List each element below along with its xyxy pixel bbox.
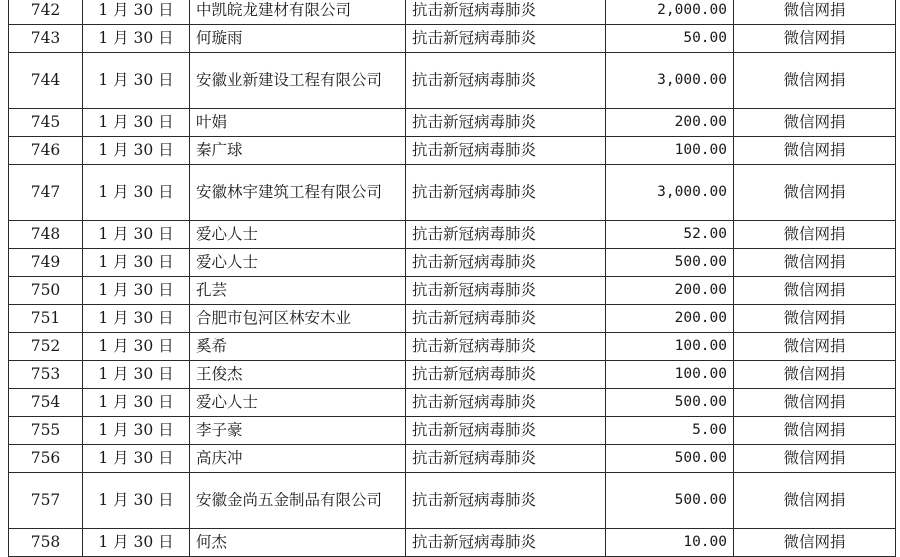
row-number: 747 (9, 165, 83, 221)
donor-name: 何璇雨 (190, 25, 406, 53)
donation-date: 1 月 30 日 (83, 0, 190, 25)
donation-method: 微信网捐 (734, 445, 896, 473)
donation-method: 微信网捐 (734, 417, 896, 445)
donor-name: 高庆冲 (190, 445, 406, 473)
row-number: 748 (9, 221, 83, 249)
donation-method: 微信网捐 (734, 249, 896, 277)
table-row (9, 53, 896, 109)
donor-name: 安徽业新建设工程有限公司 (190, 53, 406, 109)
donation-purpose: 抗击新冠病毒肺炎 (406, 473, 606, 529)
table-row (9, 445, 896, 473)
row-number: 745 (9, 109, 83, 137)
donation-method: 微信网捐 (734, 277, 896, 305)
table-row (9, 277, 896, 305)
donation-purpose: 抗击新冠病毒肺炎 (406, 137, 606, 165)
donation-date: 1 月 30 日 (83, 333, 190, 361)
row-number: 755 (9, 417, 83, 445)
table-row (9, 305, 896, 333)
row-number: 757 (9, 473, 83, 529)
donor-name: 安徽林宇建筑工程有限公司 (190, 165, 406, 221)
donation-date: 1 月 30 日 (83, 417, 190, 445)
donation-amount: 100.00 (606, 333, 734, 361)
row-number: 743 (9, 25, 83, 53)
donor-name: 安徽金尚五金制品有限公司 (190, 473, 406, 529)
row-number: 746 (9, 137, 83, 165)
donation-date: 1 月 30 日 (83, 249, 190, 277)
donor-name: 合肥市包河区林安木业 (190, 305, 406, 333)
donation-amount: 100.00 (606, 361, 734, 389)
donation-amount: 3,000.00 (606, 165, 734, 221)
row-number: 752 (9, 333, 83, 361)
donation-method: 微信网捐 (734, 473, 896, 529)
donation-amount: 100.00 (606, 137, 734, 165)
donation-date: 1 月 30 日 (83, 361, 190, 389)
donation-purpose: 抗击新冠病毒肺炎 (406, 305, 606, 333)
donation-purpose: 抗击新冠病毒肺炎 (406, 529, 606, 557)
donation-amount: 10.00 (606, 529, 734, 557)
donor-name: 奚希 (190, 333, 406, 361)
donor-name: 孔芸 (190, 277, 406, 305)
donation-purpose: 抗击新冠病毒肺炎 (406, 25, 606, 53)
donation-amount: 500.00 (606, 445, 734, 473)
donation-method: 微信网捐 (734, 389, 896, 417)
donation-purpose: 抗击新冠病毒肺炎 (406, 165, 606, 221)
row-number: 756 (9, 445, 83, 473)
table-row (9, 221, 896, 249)
donation-purpose: 抗击新冠病毒肺炎 (406, 249, 606, 277)
donation-purpose: 抗击新冠病毒肺炎 (406, 109, 606, 137)
donation-amount: 500.00 (606, 389, 734, 417)
donation-purpose: 抗击新冠病毒肺炎 (406, 53, 606, 109)
donation-method: 微信网捐 (734, 305, 896, 333)
donation-table (8, 0, 896, 557)
donation-amount: 5.00 (606, 417, 734, 445)
table-row (9, 361, 896, 389)
donation-method: 微信网捐 (734, 165, 896, 221)
donation-date: 1 月 30 日 (83, 25, 190, 53)
donation-method: 微信网捐 (734, 361, 896, 389)
donation-purpose: 抗击新冠病毒肺炎 (406, 417, 606, 445)
donation-date: 1 月 30 日 (83, 221, 190, 249)
row-number: 749 (9, 249, 83, 277)
donation-date: 1 月 30 日 (83, 529, 190, 557)
donation-purpose: 抗击新冠病毒肺炎 (406, 221, 606, 249)
donor-name: 何杰 (190, 529, 406, 557)
donation-method: 微信网捐 (734, 109, 896, 137)
table-row (9, 165, 896, 221)
donation-amount: 200.00 (606, 277, 734, 305)
donation-date: 1 月 30 日 (83, 53, 190, 109)
table-row (9, 417, 896, 445)
donation-purpose: 抗击新冠病毒肺炎 (406, 389, 606, 417)
donation-purpose: 抗击新冠病毒肺炎 (406, 445, 606, 473)
donation-date: 1 月 30 日 (83, 165, 190, 221)
table-row (9, 333, 896, 361)
donation-purpose: 抗击新冠病毒肺炎 (406, 277, 606, 305)
table-row (9, 0, 896, 25)
donation-method: 微信网捐 (734, 25, 896, 53)
row-number: 754 (9, 389, 83, 417)
table-row (9, 25, 896, 53)
row-number: 753 (9, 361, 83, 389)
donation-method: 微信网捐 (734, 221, 896, 249)
donor-name: 秦广球 (190, 137, 406, 165)
donor-name: 爱心人士 (190, 249, 406, 277)
table-row (9, 249, 896, 277)
donation-date: 1 月 30 日 (83, 389, 190, 417)
donation-method: 微信网捐 (734, 137, 896, 165)
donation-date: 1 月 30 日 (83, 109, 190, 137)
donor-name: 王俊杰 (190, 361, 406, 389)
donation-method: 微信网捐 (734, 529, 896, 557)
donor-name: 爱心人士 (190, 389, 406, 417)
donation-date: 1 月 30 日 (83, 137, 190, 165)
donation-date: 1 月 30 日 (83, 473, 190, 529)
donation-method: 微信网捐 (734, 53, 896, 109)
row-number: 742 (9, 0, 83, 25)
donor-name: 叶娟 (190, 109, 406, 137)
donation-method: 微信网捐 (734, 333, 896, 361)
table-row (9, 109, 896, 137)
donor-name: 中凯皖龙建材有限公司 (190, 0, 406, 25)
donation-purpose: 抗击新冠病毒肺炎 (406, 361, 606, 389)
donation-amount: 500.00 (606, 473, 734, 529)
row-number: 758 (9, 529, 83, 557)
donor-name: 爱心人士 (190, 221, 406, 249)
donation-amount: 200.00 (606, 305, 734, 333)
row-number: 750 (9, 277, 83, 305)
donation-amount: 3,000.00 (606, 53, 734, 109)
donor-name: 李子豪 (190, 417, 406, 445)
donation-method: 微信网捐 (734, 0, 896, 25)
row-number: 744 (9, 53, 83, 109)
donation-purpose: 抗击新冠病毒肺炎 (406, 333, 606, 361)
donation-date: 1 月 30 日 (83, 445, 190, 473)
donation-amount: 2,000.00 (606, 0, 734, 25)
table-row (9, 389, 896, 417)
donation-amount: 52.00 (606, 221, 734, 249)
table-row (9, 137, 896, 165)
donation-amount: 50.00 (606, 25, 734, 53)
donation-amount: 500.00 (606, 249, 734, 277)
row-number: 751 (9, 305, 83, 333)
donation-date: 1 月 30 日 (83, 305, 190, 333)
donation-amount: 200.00 (606, 109, 734, 137)
table-row (9, 473, 896, 529)
table-row (9, 529, 896, 557)
donation-purpose: 抗击新冠病毒肺炎 (406, 0, 606, 25)
donation-date: 1 月 30 日 (83, 277, 190, 305)
